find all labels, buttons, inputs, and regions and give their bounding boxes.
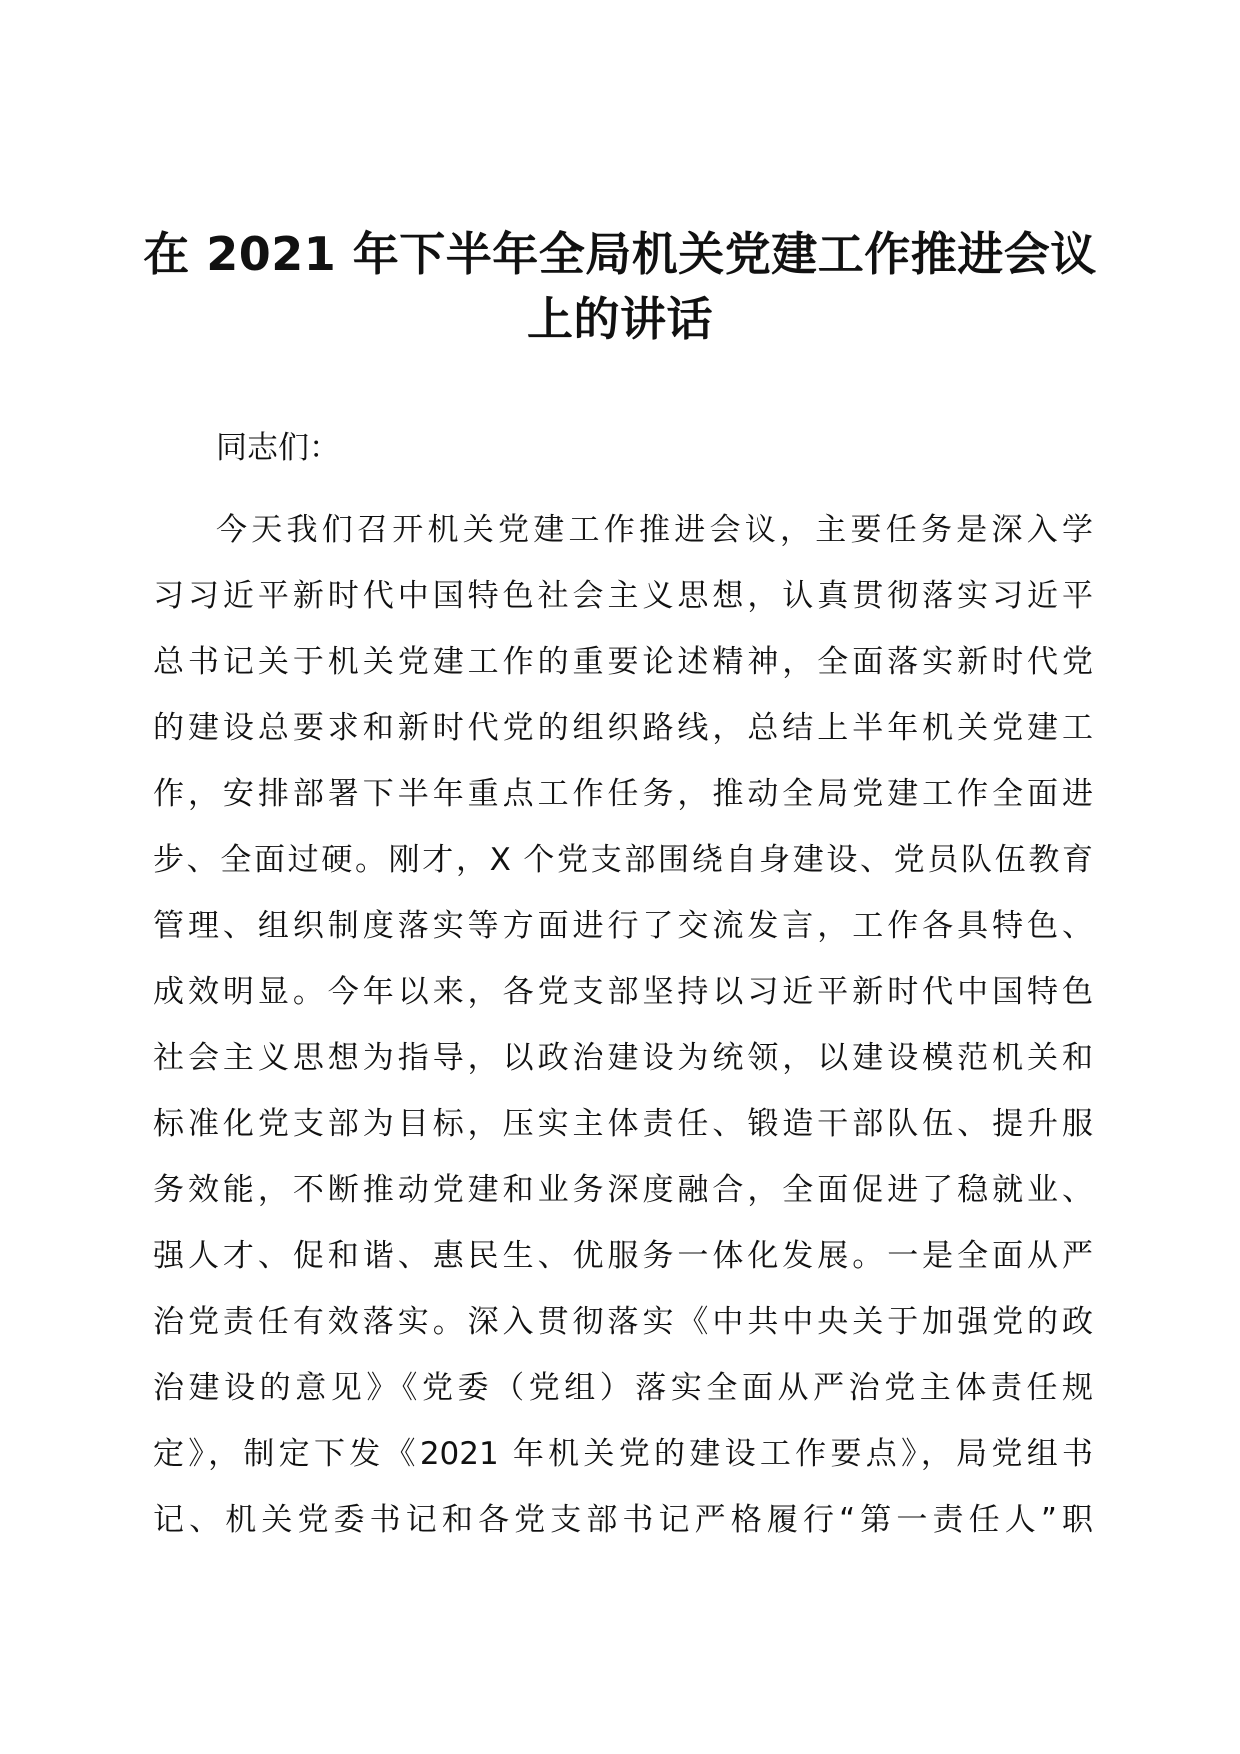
- paragraph-line: 标准化党支部为目标，压实主体责任、锻造干部队伍、提升服: [153, 1106, 1093, 1142]
- title-line: 上的讲话: [527, 292, 713, 346]
- paragraph-line: 作，安排部署下半年重点工作任务，推动全局党建工作全面进: [153, 776, 1093, 812]
- paragraph-line: 成效明显。今年以来，各党支部坚持以习近平新时代中国特色: [153, 974, 1093, 1010]
- paragraph-line: 务效能，不断推动党建和业务深度融合，全面促进了稳就业、: [153, 1172, 1093, 1208]
- paragraph-line: 管理、组织制度落实等方面进行了交流发言，工作各具特色、: [153, 908, 1093, 944]
- paragraph-line: 总书记关于机关党建工作的重要论述精神，全面落实新时代党: [153, 644, 1093, 680]
- paragraph-line: 强人才、促和谐、惠民生、优服务一体化发展。一是全面从严: [153, 1238, 1093, 1274]
- paragraph-line: 的建设总要求和新时代党的组织路线，总结上半年机关党建工: [153, 710, 1093, 746]
- speech-paragraph: [153, 497, 1093, 1553]
- document-title: [140, 222, 1100, 352]
- paragraph-line: 记、机关党委书记和各党支部书记严格履行“第一责任人”职: [153, 1502, 1093, 1538]
- paragraph-line: 治建设的意见》《党委（党组）落实全面从严治党主体责任规: [153, 1370, 1093, 1406]
- paragraph-line: 习习近平新时代中国特色社会主义思想，认真贯彻落实习近平: [153, 578, 1093, 614]
- paragraph-line: 今天我们召开机关党建工作推进会议，主要任务是深入学: [216, 512, 1093, 548]
- paragraph-line: 定》，制定下发《2021 年机关党的建设工作要点》，局党组书: [153, 1436, 1093, 1472]
- paragraph-line: 社会主义思想为指导，以政治建设为统领，以建设模范机关和: [153, 1040, 1093, 1076]
- title-line: 在 2021 年下半年全局机关党建工作推进会议: [143, 227, 1097, 281]
- paragraph-line: 治党责任有效落实。深入贯彻落实《中共中央关于加强党的政: [153, 1304, 1093, 1340]
- greeting: 同志们：: [216, 430, 340, 466]
- paragraph-line: 步、全面过硬。刚才，X 个党支部围绕自身建设、党员队伍教育: [153, 842, 1093, 878]
